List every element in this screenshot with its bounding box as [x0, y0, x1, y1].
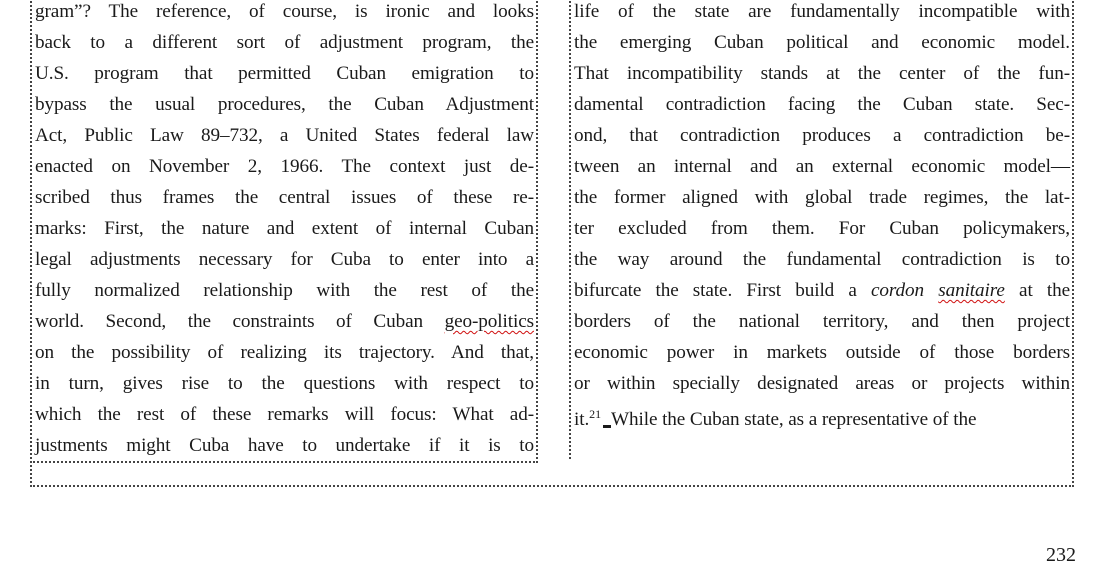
text-line: the former aligned with global trade regimes, the lat- — [574, 187, 1070, 208]
text-line: or within specially designated areas or projects within — [574, 373, 1070, 394]
spellcheck-flagged-word[interactable]: sanitaire — [938, 280, 1005, 301]
text-line: bypass the usual procedures, the Cuban Adjustment — [35, 94, 534, 115]
text-line: legal adjustments necessary for Cuba to enter into a — [35, 249, 534, 270]
text-line: tween an internal and an external economic model— — [574, 156, 1070, 177]
text-line: justments might Cuba have to undertake if it is to — [35, 435, 534, 456]
footnote-reference[interactable]: 21 — [589, 407, 601, 421]
line-text: world. Second, the constraints of Cuban — [35, 311, 445, 332]
text-cursor — [603, 406, 611, 428]
left-column[interactable] — [30, 0, 538, 463]
text-line: gram”? The reference, of course, is ironic and looks — [35, 1, 534, 22]
text-line: borders of the national territory, and then project — [574, 311, 1070, 332]
text-line: economic power in markets outside of those borders — [574, 342, 1070, 363]
line-text: it. — [574, 409, 590, 430]
text-line: ond, that contradiction produces a contradiction be- — [574, 125, 1070, 146]
line-text: While the Cuban state, as a representative of the — [610, 409, 977, 430]
text-line: the emerging Cuban political and economic model. — [574, 32, 1070, 53]
text-line: marks: First, the nature and extent of internal Cuban — [35, 218, 534, 239]
text-line: enacted on November 2, 1966. The context just de- — [35, 156, 534, 177]
text-line: in turn, gives rise to the questions with respect to — [35, 373, 534, 394]
text-line: back to a different sort of adjustment program, the — [35, 32, 534, 53]
text-line: damental contradiction facing the Cuban state. Sec- — [574, 94, 1070, 115]
text-line — [35, 306, 534, 337]
right-column[interactable] — [569, 0, 1074, 459]
line-text: bifurcate the state. First build a — [574, 280, 871, 301]
text-line: fully normalized relationship with the rest of the — [35, 280, 534, 301]
text-line — [574, 275, 1070, 306]
text-line: life of the state are fundamentally incompatible with — [574, 1, 1070, 22]
spellcheck-flagged-word[interactable]: geo-politics — [444, 311, 534, 332]
page-number: 232 — [1046, 544, 1076, 566]
text-line: That incompatibility stands at the center of the fun- — [574, 63, 1070, 84]
text-line: the way around the fundamental contradiction is to — [574, 249, 1070, 270]
text-line: scribed thus frames the central issues of these re- — [35, 187, 534, 208]
line-text: at the — [1004, 280, 1071, 301]
text-line: on the possibility of realizing its trajectory. And that, — [35, 342, 534, 363]
text-line: which the rest of these remarks will focus: What ad- — [35, 404, 534, 425]
text-line: U.S. program that permitted Cuban emigration to — [35, 63, 534, 84]
text-line: Act, Public Law 89–732, a United States federal law — [35, 125, 534, 146]
text-line — [574, 399, 1070, 430]
italic-term: cordon — [870, 280, 925, 301]
text-line: ter excluded from them. For Cuban policymakers, — [574, 218, 1070, 239]
